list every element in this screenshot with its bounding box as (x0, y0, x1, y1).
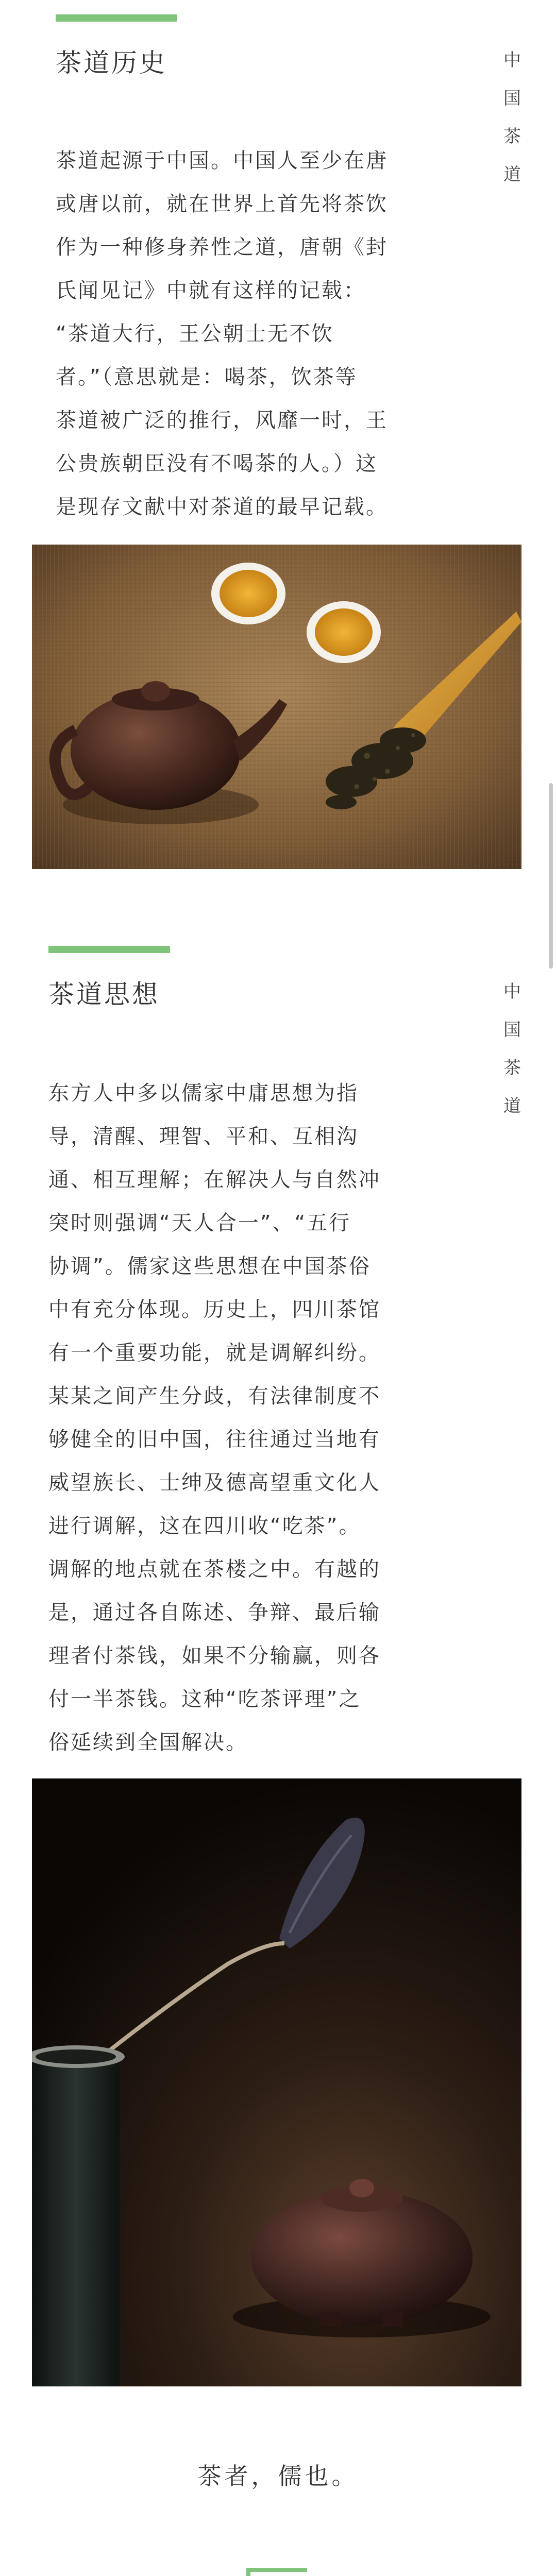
section2-line: 是，通过各自陈述、争辩、最后输 (48, 1601, 381, 1624)
section1-line: 或唐以前，就在世界上首先将茶饮 (56, 192, 388, 216)
section2-line: 进行调解，这在四川收“吃茶”。 (48, 1514, 361, 1538)
closing-quote: 茶者，儒也。 (197, 2462, 359, 2490)
section2-line: 调解的地点就在茶楼之中。有越的 (48, 1557, 381, 1581)
section2-accent-bar (48, 946, 170, 953)
section1-line: 茶道起源于中国。中国人至少在唐 (56, 149, 388, 173)
section1-side-char: 茶 (503, 126, 521, 147)
section2-line: 某某之间产生分歧，有法律制度不 (48, 1384, 381, 1408)
end-mark (246, 2568, 307, 2576)
section2-line: 有一个重要功能，就是调解纠纷。 (48, 1341, 381, 1365)
section2-paragraph (48, 1072, 425, 1764)
section2-side-char: 国 (503, 1020, 521, 1040)
section1-side-char: 道 (503, 164, 521, 185)
section2-line: 中有充分体现。历史上，四川茶馆 (48, 1298, 381, 1321)
section1-paragraph (56, 139, 427, 529)
teapot-cups-illustration (32, 545, 521, 869)
section2-line: 俗延续到全国解决。 (48, 1731, 248, 1754)
section1-title: 茶道历史 (56, 48, 167, 78)
section1-line: 公贵族朝臣没有不喝茶的人。）这 (56, 452, 378, 476)
section1-side-char: 国 (503, 88, 521, 109)
section2-side-label (497, 973, 528, 1125)
section1-line: 作为一种修身养性之道，唐朝《封 (56, 235, 388, 259)
dark-teapot-lotus-illustration (32, 1778, 521, 2386)
section1-side-char: 中 (503, 50, 521, 71)
section2-line: 付一半茶钱。这种“吃茶评理”之 (48, 1687, 361, 1711)
section1-side-label (497, 41, 528, 194)
dark-teapot-lotus-photo (32, 1778, 521, 2386)
section2-line: 通、相互理解；在解决人与自然冲 (48, 1168, 381, 1192)
section2-line: 威望族长、士绅及德高望重文化人 (48, 1471, 381, 1495)
section2-line: 协调”。儒家这些思想在中国茶俗 (48, 1255, 371, 1278)
section2-line: 够健全的旧中国，往往通过当地有 (48, 1428, 381, 1451)
section1-line: 是现存文献中对茶道的最早记载。 (56, 495, 388, 519)
section1-line: 者。”（意思就是：喝茶，饮茶等 (56, 365, 358, 389)
section1-line: 氏闻见记》中就有这样的记载： (56, 279, 366, 302)
section2-line: 突时则强调“天人合一”、“五行 (48, 1211, 351, 1235)
section1-accent-bar (56, 14, 177, 22)
section2-line: 东方人中多以儒家中庸思想为指 (48, 1081, 359, 1105)
section1-line: “茶道大行，王公朝士无不饮 (56, 322, 334, 346)
section2-side-char: 中 (503, 981, 521, 1002)
section2-line: 导，清醒、理智、平和、互相沟 (48, 1125, 359, 1148)
teapot-cups-photo (32, 545, 521, 869)
section1-line: 茶道被广泛的推行，风靡一时，王 (56, 409, 388, 432)
page-scrollbar[interactable] (549, 783, 553, 969)
section2-title: 茶道思想 (48, 979, 160, 1009)
section2-side-char: 茶 (503, 1058, 521, 1078)
section2-side-char: 道 (503, 1096, 521, 1116)
section2-line: 理者付茶钱，如果不分输赢，则各 (48, 1644, 381, 1668)
